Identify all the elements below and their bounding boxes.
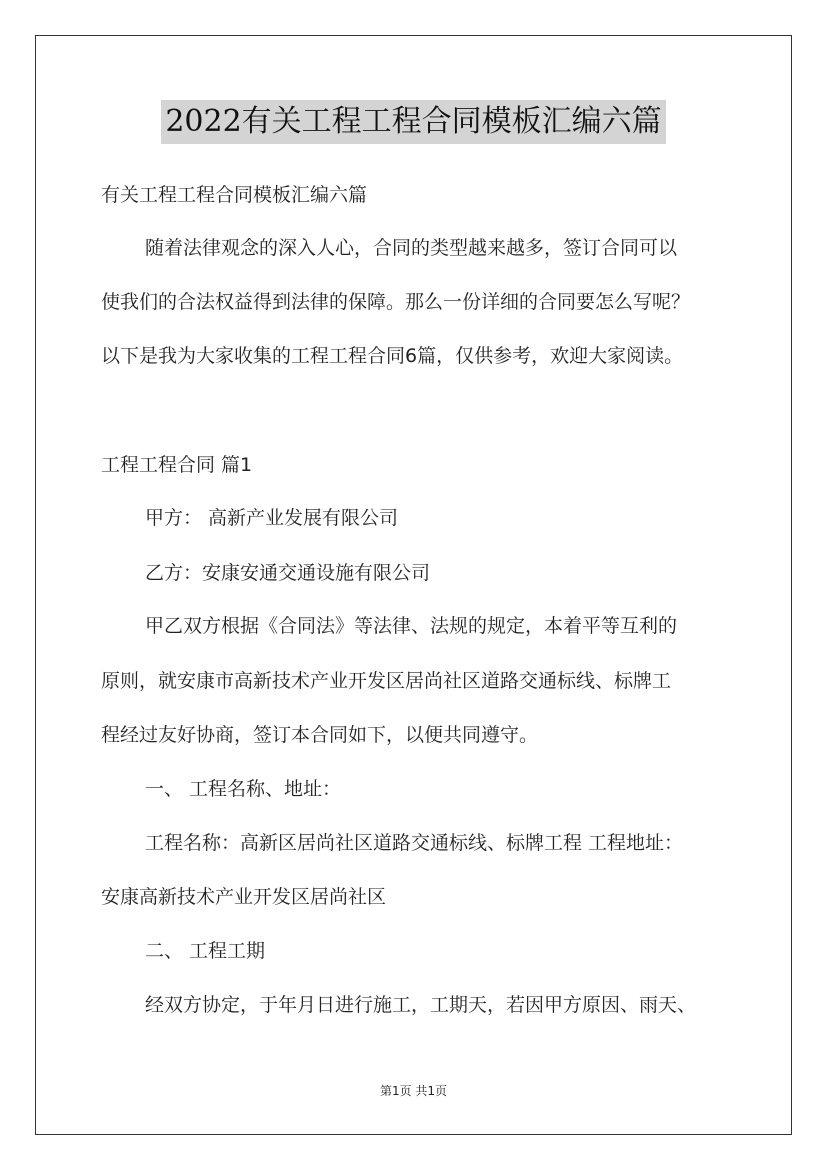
- section-heading: 工程工程合同 篇1: [101, 454, 253, 476]
- clause-1-line-2: 安康高新技术产业开发区居尚社区: [101, 886, 387, 908]
- clause-1-line-1: 工程名称：高新区居尚社区道路交通标线、标牌工程 工程地址：: [145, 832, 684, 854]
- document-subtitle: 有关工程工程合同模板汇编六篇: [101, 184, 368, 206]
- intro-line-3: 以下是我为大家收集的工程工程合同6篇，仅供参考，欢迎大家阅读。: [101, 345, 684, 367]
- clause-2-heading: 二、 工程工期: [145, 940, 266, 962]
- party-b: 乙方：安康安通交通设施有限公司: [145, 562, 431, 584]
- clause-1-heading: 一、 工程名称、地址：: [145, 778, 342, 800]
- page-number: 第1页 共1页: [379, 1084, 448, 1098]
- intro-line-2: 使我们的合法权益得到法律的保障。那么一份详细的合同要怎么写呢？: [101, 291, 691, 313]
- preamble-line-3: 程经过友好协商，签订本合同如下，以便共同遵守。: [101, 724, 539, 746]
- intro-line-1: 随着法律观念的深入人心，合同的类型越来越多，签订合同可以: [145, 237, 678, 259]
- document-title-wrapper: [0, 100, 827, 144]
- party-a: 甲方： 高新产业发展有限公司: [145, 507, 399, 529]
- preamble-line-2: 原则，就安康市高新技术产业开发区居尚社区道路交通标线、标牌工: [101, 670, 672, 692]
- document-title: 2022有关工程工程合同模板汇编六篇: [161, 100, 665, 144]
- clause-2-line-1: 经双方协定，于年月日进行施工，工期天，若因甲方原因、雨天、: [145, 994, 697, 1016]
- preamble-line-1: 甲乙双方根据《合同法》等法律、法规的规定，本着平等互利的: [145, 615, 678, 637]
